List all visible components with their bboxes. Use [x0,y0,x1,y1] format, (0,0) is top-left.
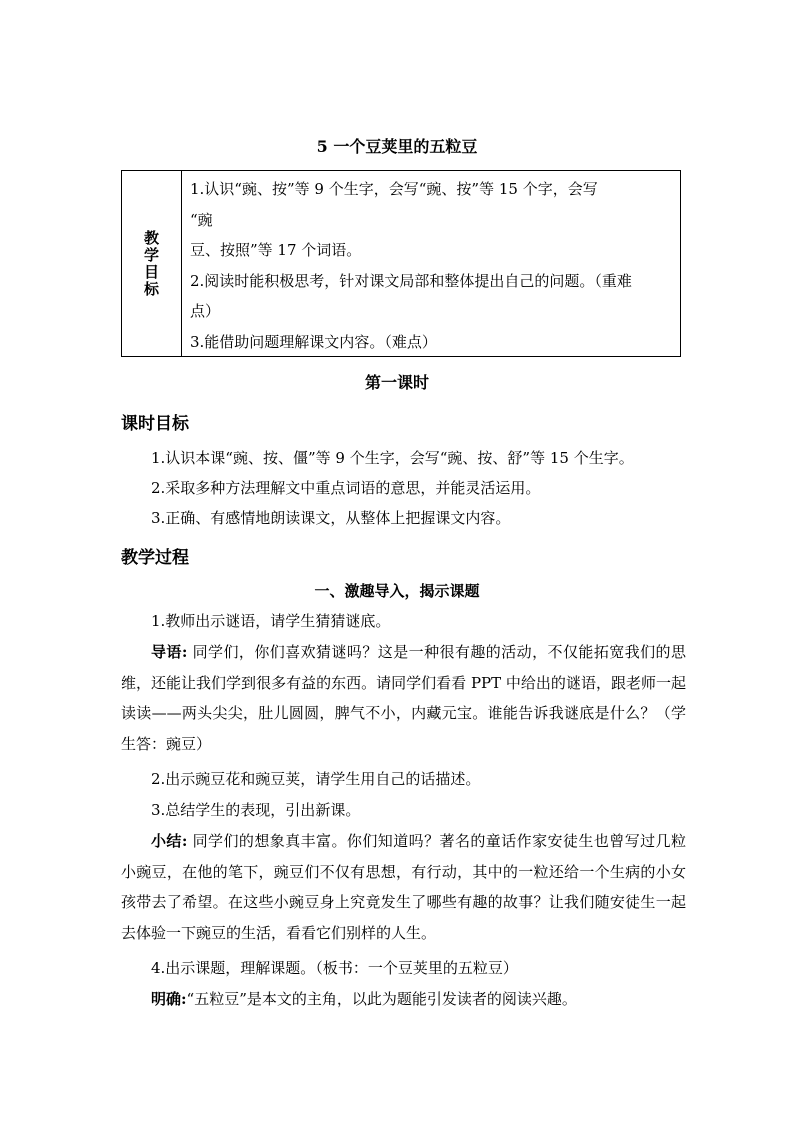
objective-line: 豆、按照”等 17 个词语。 [190,241,362,259]
process-step-3: 3.总结学生的表现，引出新课。 [151,801,361,819]
document-title: 5 一个豆荚里的五粒豆 [316,137,478,156]
lesson-goal-item: 3.正确、有感情地朗读课文，从整体上把握课文内容。 [151,509,511,527]
objectives-label-cell [122,171,182,356]
objective-line: “豌 [190,210,213,229]
objectives-content-cell [182,171,680,356]
guide-text: 同学们，你们喜欢猜谜吗？这是一种很有趣的活动，不仅能拓宽我们的思维，还能让我们学到很多有益的东西。请同学们看看 PPT 中给出的谜语，跟老师一起读读——两头尖尖，肚儿圆圆，脾气不小，内藏元宝。谁能告诉我谜底是什么？（学生答：豌豆） [121,643,686,753]
clarify-paragraph [121,984,686,1015]
summary-paragraph [121,826,686,948]
objective-line: 3.能借助问题理解课文内容。（难点） [190,332,437,351]
objectives-table [121,170,681,357]
summary-text: 同学们的想象真丰富。你们知道吗？著名的童话作家安徒生也曾写过几粒小豌豆，在他的笔下，豌豆们不仅有思想，有行动，其中的一粒还给一个生病的小女孩带去了希望。在这些小豌豆身上究竟发生了哪些有趣的故事？让我们随安徒生一起去体验一下豌豆的生活，看看它们别样的人生。 [121,832,686,942]
objective-line: 2.阅读时能积极思考，针对课文局部和整体提出自己的问题。（重难 [190,271,632,290]
process-heading: 教学过程 [121,548,189,568]
clarify-text: “五粒豆”是本文的主角，以此为题能引发读者的阅读兴趣。 [186,990,577,1008]
section-title: 第一课时 [364,373,429,392]
guide-paragraph [121,637,686,759]
objectives-label: 教学目标 [142,229,160,298]
lesson-goals-heading: 课时目标 [121,414,189,434]
process-step-2: 2.出示豌豆花和豌豆荚，请学生用自己的话描述。 [151,770,481,788]
objective-line: 1.认识“豌、按”等 9 个生字，会写“豌、按”等 15 个字，会写 [190,180,598,198]
lesson-goal-item: 1.认识本课“豌、按、僵”等 9 个生字，会写“豌、按、舒”等 15 个生字。 [151,449,634,467]
process-step-4: 4.出示课题，理解课题。（板书：一个豆荚里的五粒豆） [151,959,518,977]
guide-label: 导语: [151,643,188,661]
lesson-goal-item: 2.采取多种方法理解文中重点词语的意思，并能灵活运用。 [151,479,541,497]
summary-label: 小结: [151,832,188,850]
objective-line: 点） [190,302,221,320]
process-step-1: 1.教师出示谜语，请学生猜猜谜底。 [151,612,391,630]
clarify-label: 明确: [151,990,187,1008]
part1-title: 一、激趣导入，揭示课题 [314,582,480,600]
